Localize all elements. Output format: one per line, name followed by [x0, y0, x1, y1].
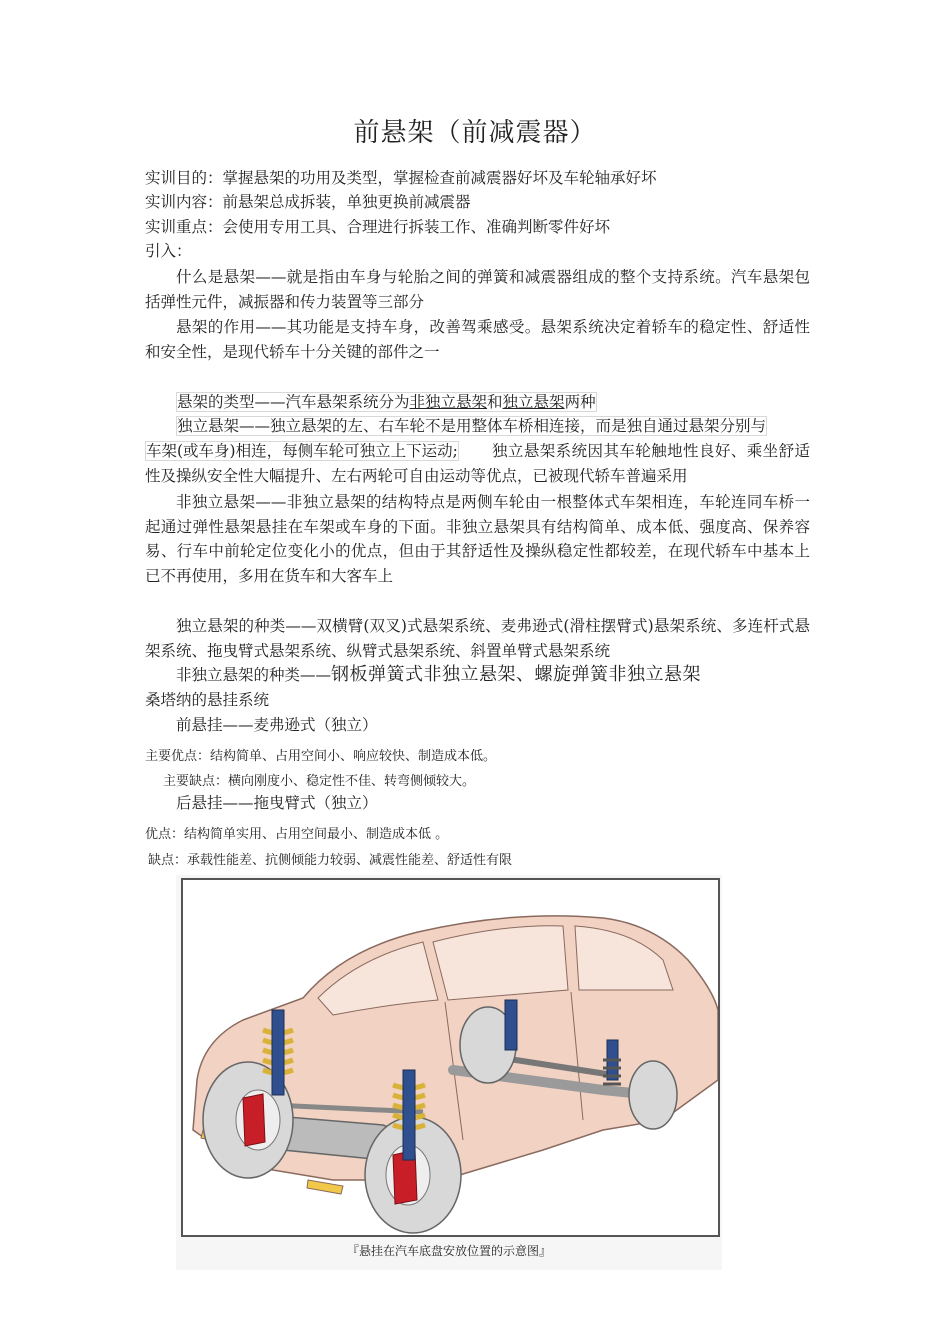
- dependent-kinds-prefix: 非独立悬架的种类——: [176, 666, 332, 684]
- front-left-shock: [272, 1010, 284, 1095]
- front-cons: 主要缺点：横向刚度小、稳定性不佳、转弯侧倾较大。: [163, 774, 476, 789]
- car-suspension-illustration: [183, 880, 718, 1235]
- figure-frame: [181, 878, 720, 1237]
- link-independent-suspension: 独立悬架: [502, 393, 565, 411]
- training-purpose: 实训目的：掌握悬架的功用及类型，掌握检查前减震器好坏及车轮轴承好坏: [145, 169, 657, 187]
- types-suffix: 两种: [564, 393, 596, 411]
- paragraph-dependent-kinds: [176, 663, 701, 688]
- paragraph-what-is-suspension: 什么是悬架——就是指由车身与轮胎之间的弹簧和减震器组成的整个支持系统。汽车悬架包括弹性元件，减振器和传力装置等三部分: [145, 268, 810, 311]
- link-dependent-suspension: 非独立悬架: [409, 393, 488, 411]
- rear-cons: 缺点：承载性能差、抗侧倾能力较弱、减震性能差、舒适性有限: [148, 853, 513, 868]
- car-art: [193, 916, 718, 1233]
- training-focus: 实训重点：会使用专用工具、合理进行拆装工作、准确判断零件好坏: [145, 218, 611, 236]
- front-left-caliper: [243, 1094, 265, 1146]
- front-pros: 主要优点：结构简单、占用空间小、响应较快、制造成本低。: [145, 749, 497, 764]
- independent-line-1: [176, 414, 767, 439]
- paragraph-dependent-suspension: 非独立悬架——非独立悬架的结构特点是两侧车轮由一根整体式车架相连，车轮连同车桥一起通过弹性悬架悬挂在车架或车身的下面。非独立悬架具有结构简单、成本低、强度高、保养容易、行车中前轮定位变化小的优点，但由于其舒适性及操纵稳定性都较差，在现代轿车中基本上已不再使用，多用在货车和大客车上: [145, 493, 810, 585]
- independent-text-c: 独立悬架系统因其车轮触地性良好、乘坐舒适性及操纵安全性大幅提升、左右两轮可自由运动等优点，已被现代轿车普遍采用: [145, 442, 810, 485]
- page-title: 前悬架（前减震器）: [353, 118, 597, 148]
- rear-pros: 优点：结构简单实用、占用空间最小、制造成本低 。: [145, 827, 449, 842]
- rear-left-shock: [505, 1000, 517, 1050]
- fog-light: [307, 1180, 343, 1194]
- paragraph-suspension-role: 悬架的作用——其功能是支持车身，改善驾乘感受。悬架系统决定着轿车的稳定性、舒适性和安全性，是现代轿车十分关键的部件之一: [145, 318, 810, 361]
- paragraph-independent-kinds: 独立悬架的种类——双横臂(双叉)式悬架系统、麦弗逊式(滑柱摆臂式)悬架系统、多连杆式悬架系统、拖曳臂式悬架系统、纵臂式悬架系统、斜置单臂式悬架系统: [145, 617, 810, 660]
- front-suspension: 前悬挂——麦弗逊式（独立）: [176, 716, 378, 734]
- figure-caption: 『悬挂在汽车底盘安放位置的示意图』: [346, 1244, 551, 1258]
- dependent-kinds-list: 钢板弹簧式非独立悬架、螺旋弹簧非独立悬架: [331, 664, 702, 685]
- independent-text-a: 独立悬架——独立悬架的左、右车轮不是用整体车桥相连接，而是独自通过悬架分别与: [177, 417, 767, 435]
- paragraph-suspension-types: [176, 390, 597, 415]
- intro-label: 引入：: [145, 242, 192, 260]
- types-prefix: 悬架的类型——汽车悬架系统分为: [177, 393, 410, 411]
- independent-text-b: 车架(或车身)相连，每侧车轮可独立上下运动;: [146, 442, 458, 460]
- training-content: 实训内容：前悬架总成拆装，单独更换前减震器: [145, 193, 471, 211]
- suspension-figure: [176, 875, 722, 1270]
- santana-heading: 桑塔纳的悬挂系统: [145, 691, 270, 709]
- side-window-front: [433, 926, 568, 1000]
- rear-suspension: 后悬挂——拖曳臂式（独立）: [176, 794, 378, 812]
- types-and: 和: [487, 393, 503, 411]
- front-right-shock: [403, 1070, 415, 1160]
- rear-right-wheel: [629, 1061, 677, 1129]
